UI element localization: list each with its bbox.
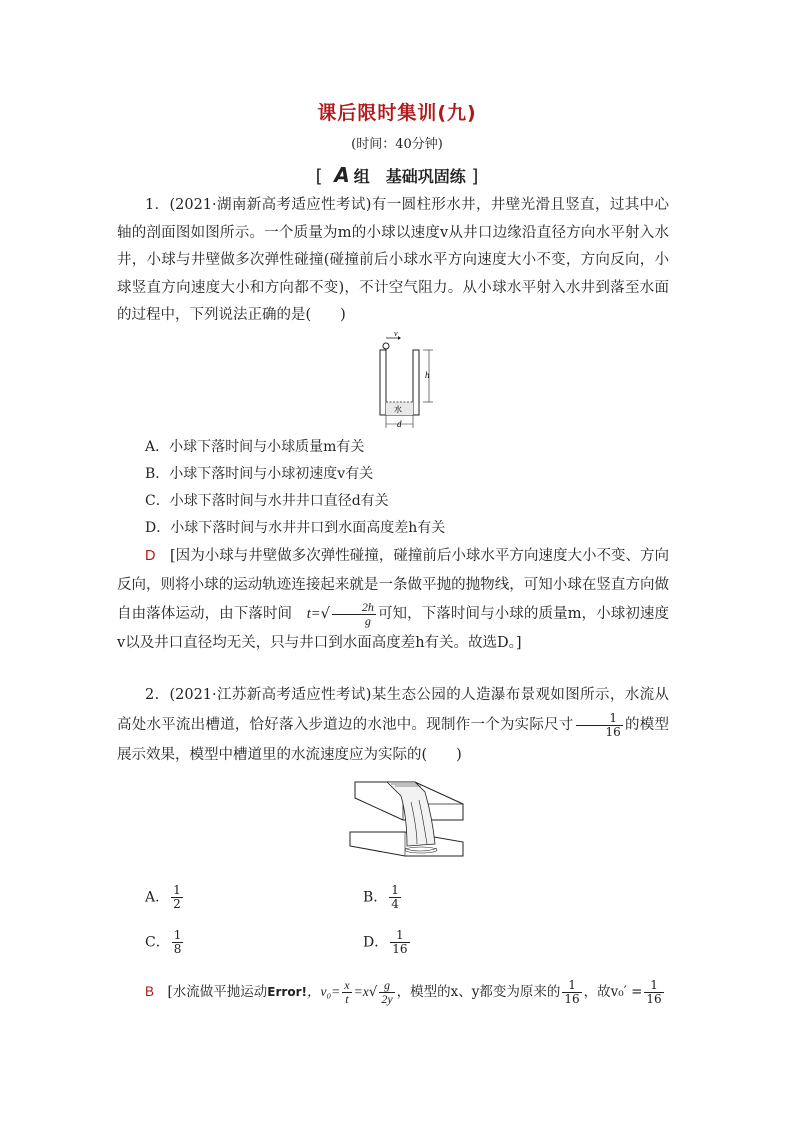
q2-option-c	[145, 929, 185, 956]
q1-option-c: C．小球下落时间与水井井口直径d有关	[145, 493, 389, 509]
water-label: 水	[394, 405, 402, 414]
time-limit: (时间：40分钟)	[351, 137, 443, 152]
q2-stem-frac-den: 16	[605, 724, 621, 739]
q2-stem-frac-num: 1	[576, 712, 623, 726]
q2-stem-fraction	[576, 712, 623, 739]
q2-option-c-den: 8	[173, 942, 182, 956]
q1-answer-letter: D	[145, 548, 156, 564]
q2-t: t	[345, 992, 349, 1006]
q2-option-a-letter: A．	[145, 889, 170, 906]
q2-option-c-num: 1	[173, 928, 182, 942]
q2-option-d-den: 16	[392, 942, 408, 956]
q2-explain-end-den: 16	[646, 992, 662, 1006]
q1-option-a: A．小球下落时间与小球质量m有关	[145, 439, 365, 455]
q1-frac-num: 2h	[332, 601, 376, 615]
q2-answer-letter: B	[145, 984, 155, 999]
q2-x-over-t	[342, 979, 351, 1006]
q2-option-b-letter: B．	[363, 889, 388, 906]
q2-explain-end-num: 1	[644, 979, 663, 993]
q2-explain-frac-den: 16	[564, 992, 580, 1006]
question-2-stem	[117, 680, 669, 770]
q1-explain-t: t=	[306, 606, 321, 622]
q2-option-c-letter: C．	[145, 934, 170, 951]
q2-option-a-fraction	[171, 884, 183, 911]
well-left-wall	[380, 350, 386, 415]
q2-stem-part-2: 的模型展示效果，模型中槽道里的水流速度应为实际的( )	[117, 717, 670, 763]
q2-explain-end-fraction	[644, 979, 663, 1006]
q2-explain-eq2: =x	[353, 984, 369, 999]
q2-explain-frac-num: 1	[562, 979, 581, 993]
q2-option-d	[363, 929, 412, 956]
q1-sqrt-fraction	[332, 601, 376, 628]
q2-option-c-fraction	[172, 929, 184, 956]
q2-explanation: B [水流做平抛运动Error!，v₀= $\frac{x}{t}$ =x√ $\frac{g}{2y}$ ，模型的x、y都变为原来的 $\frac{1}{16}$ ，故v₀′ = $\frac{1}{16}$	[145, 978, 662, 1006]
waterfall-figure	[345, 772, 465, 864]
q2-stem-part-1: 2．(2021·江苏新高考适应性考试)某生态公园的人造瀑布景观如图所示，水流从高处水平流出槽道，恰好落入步道边的水池中。现制作一个为实际尺寸	[117, 687, 669, 733]
q1-frac-den: g	[364, 613, 371, 628]
ball	[383, 343, 389, 349]
h-label: h	[425, 370, 430, 380]
q2-option-b-num: 1	[391, 883, 399, 897]
q1-explanation: D [因为小球与井壁做多次弹性碰撞，碰撞前后小球水平方向速度大小不变、方向反向，则将小球的运动轨迹连接起来就是一条做平抛的抛物线，可知小球在竖直方向做自由落体运动，由下落时间 t=√ $\frac{2h}{g}$ 可知，下落时间与小球的质量m，小球初速度v以及井口直径均无关，只与井口到水面高度差h有关。故选D。]	[117, 548, 670, 651]
q2-explain-part-3: ，故v₀′ =	[583, 984, 643, 1000]
q2-g: g	[379, 979, 394, 993]
group-label: 组 基础巩固练	[353, 167, 466, 186]
q1-option-d: D．小球下落时间与水井井口到水面高度差h有关	[145, 520, 446, 536]
q1-option-b: B．小球下落时间与小球初速度v有关	[145, 466, 374, 482]
d-label: d	[397, 419, 402, 429]
q2-2y: 2y	[381, 992, 393, 1006]
page-title: 课后限时集训(九)	[317, 102, 477, 124]
well-figure	[370, 330, 440, 432]
q2-error-text: Error!	[267, 985, 307, 999]
q2-option-b-den: 4	[391, 897, 399, 911]
group-bracket-close: ]	[471, 166, 479, 187]
q1-explain-part-1: [因为小球与井壁做多次弹性碰撞，碰撞前后小球水平方向速度大小不变、方向反向，则将小球的运动轨迹连接起来就是一条做平抛的抛物线，可知小球在竖直方向做自由落体运动，由下落时间	[117, 548, 670, 622]
q2-option-d-num: 1	[390, 929, 409, 943]
q2-explain-part-1: [水流做平抛运动	[167, 984, 268, 1000]
q2-option-a	[145, 884, 185, 911]
q2-explain-v0: ，v₀=	[306, 984, 341, 999]
q2-option-a-num: 1	[173, 883, 181, 897]
v-label: v	[394, 330, 398, 338]
group-heading	[0, 163, 794, 187]
well-right-wall	[413, 350, 419, 415]
q2-x: x	[344, 978, 350, 992]
q2-explain-fraction	[562, 979, 581, 1006]
q1-explain-part-2: 可知，下落时间与小球的质量m，小球初速度v以及井口直径均无关，只与井口到水面高度差h有关。故选D。]	[117, 606, 670, 651]
group-letter: A	[334, 163, 350, 187]
question-1-stem: 1．(2021·湖南新高考适应性考试)有一圆柱形水井，井壁光滑且竖直，过其中心轴的剖面图如图所示。一个质量为m的小球以速度v从井口边缘沿直径方向水平射入水井，小球与井壁做多次弹性碰撞(碰撞前后小球水平方向速度大小不变，方向反向，小球竖直方向速度大小和方向都不变)，不计空气阻力。从小球水平射入水井到落至水面的过程中，下列说法正确的是( )	[117, 197, 669, 323]
q2-option-d-fraction	[390, 929, 409, 956]
q2-option-b-fraction	[389, 884, 401, 911]
q2-option-d-letter: D．	[363, 934, 389, 951]
water-stream	[387, 782, 435, 846]
group-bracket-open: [	[315, 166, 323, 187]
q2-g-over-2y	[379, 979, 394, 1006]
q2-option-a-den: 2	[173, 897, 181, 911]
q2-explain-part-2: ，模型的x、y都变为原来的	[396, 984, 561, 1000]
q2-option-b	[363, 884, 403, 911]
